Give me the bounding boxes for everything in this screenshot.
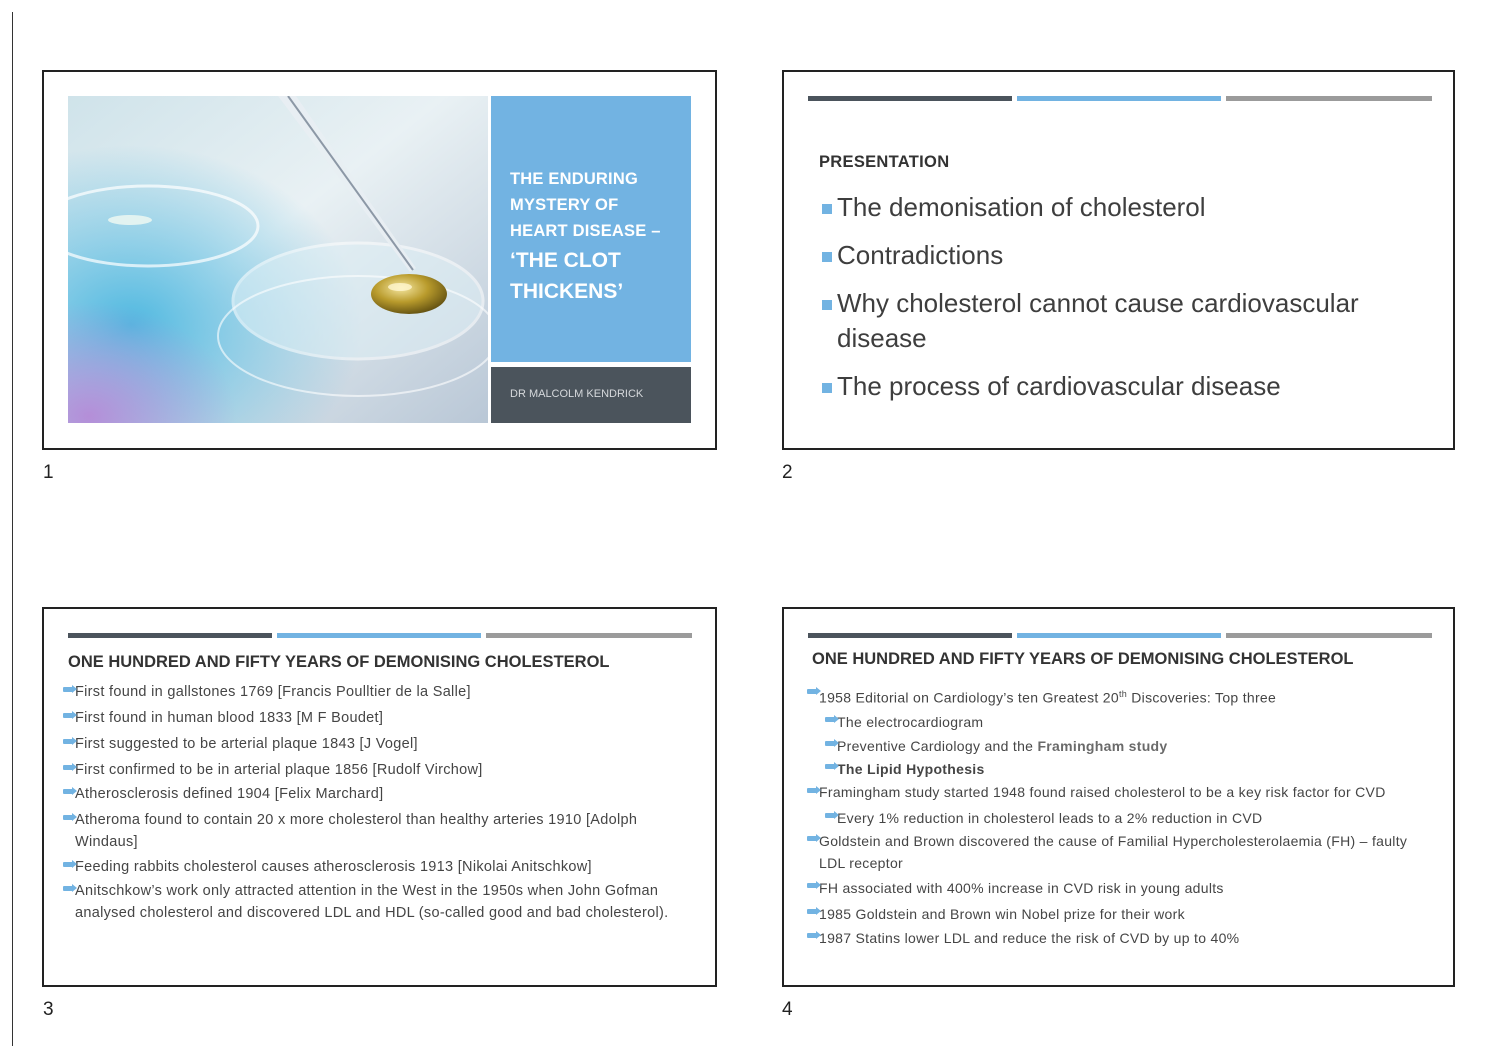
list-item (63, 681, 693, 703)
bullet-text: First confirmed to be in arterial plaque 1856 [Rudolf Virchow] (75, 762, 483, 778)
list-item (807, 782, 1417, 803)
slide-3-thumbnail[interactable] (42, 607, 717, 987)
bullet-list (63, 681, 693, 924)
arrow-bullet-icon (63, 886, 73, 891)
slide-heading: PRESENTATION (819, 153, 950, 171)
bullet-text: FH associated with 400% increase in CVD risk in young adults (819, 879, 1224, 896)
sub-list-item (825, 807, 1417, 829)
bullet-text: Anitschkow’s work only attracted attention in the West in the 1950s when John Gofman analysed cholesterol and discovered LDL and HDL (so-called good and bad cholesterol). (75, 883, 669, 921)
accent-bar-blue (277, 633, 481, 638)
arrow-bullet-icon (63, 687, 73, 692)
slide-number: 2 (782, 462, 793, 483)
title-line-large: ‘THE CLOT (510, 249, 621, 272)
slide-2-thumbnail[interactable] (782, 70, 1455, 450)
list-item (63, 856, 693, 878)
bullet-text: The process of cardiovascular disease (837, 371, 1281, 401)
title-panel (491, 96, 691, 362)
list-item (807, 830, 1417, 874)
arrow-bullet-icon (63, 789, 73, 794)
bullet-text: Framingham study started 1948 found raised cholesterol to be a key risk factor for CVD (819, 783, 1386, 800)
list-item (63, 707, 693, 729)
bullet-text: The electrocardiogram (837, 713, 984, 730)
list-item (63, 880, 693, 924)
superscript: th (1118, 689, 1128, 699)
accent-bar-blue (1017, 96, 1221, 101)
list-item (819, 286, 1419, 356)
bullet-text: Atherosclerosis defined 1904 [Felix Marchard] (75, 786, 384, 802)
bullet-text: The Lipid Hypothesis (837, 760, 985, 777)
list-item (819, 369, 1419, 404)
accent-bar-grey (1226, 633, 1432, 638)
arrow-bullet-icon (63, 739, 73, 744)
bullet-text: Goldstein and Brown discovered the cause of Familial Hypercholesterolaemia (FH) – faulty LDL receptor (819, 832, 1408, 871)
arrow-bullet-icon (63, 862, 73, 867)
list-item (819, 190, 1419, 225)
accent-bar-grey (486, 633, 692, 638)
accent-bar-grey (1226, 96, 1432, 101)
accent-bar-dark (808, 96, 1012, 101)
bullet-text: Feeding rabbits cholesterol causes atherosclerosis 1913 [Nikolai Anitschkow] (75, 859, 592, 875)
slide-heading: ONE HUNDRED AND FIFTY YEARS OF DEMONISING CHOLESTEROL (812, 650, 1354, 668)
bullet-text: Every 1% reduction in cholesterol leads to a 2% reduction in CVD (837, 809, 1263, 826)
list-item (63, 759, 693, 781)
list-item (807, 683, 1417, 709)
slide-1-thumbnail[interactable] (42, 70, 717, 450)
accent-bars (68, 633, 692, 638)
accent-bars (808, 96, 1432, 101)
arrow-bullet-icon (807, 689, 817, 694)
title-line: HEART DISEASE – (510, 222, 661, 240)
list-item (63, 809, 693, 853)
bullet-text: Why cholesterol cannot cause cardiovascular disease (837, 288, 1359, 353)
accent-bar-blue (1017, 633, 1221, 638)
arrow-bullet-icon (825, 813, 835, 818)
arrow-bullet-icon (63, 815, 73, 820)
bullet-text-bold: Framingham study (1037, 737, 1168, 754)
bullet-text: Preventive Cardiology and the (837, 737, 1038, 754)
arrow-bullet-icon (807, 883, 817, 888)
title-line: THE ENDURING (510, 170, 638, 188)
arrow-bullet-icon (825, 717, 835, 722)
arrow-bullet-icon (807, 788, 817, 793)
arrow-bullet-icon (63, 713, 73, 718)
sub-list-item (825, 735, 1417, 757)
bullet-text: Atheroma found to contain 20 x more cholesterol than healthy arteries 1910 [Adolph Windaus] (75, 812, 638, 850)
arrow-bullet-icon (825, 764, 835, 769)
list-item (819, 238, 1419, 273)
square-bullet-icon (822, 252, 832, 262)
bullet-text: First found in human blood 1833 [M F Boudet] (75, 710, 384, 726)
square-bullet-icon (822, 383, 832, 393)
bullet-list (819, 190, 1419, 417)
slide-heading: ONE HUNDRED AND FIFTY YEARS OF DEMONISING CHOLESTEROL (68, 653, 610, 671)
arrow-bullet-icon (63, 765, 73, 770)
slide-number: 4 (782, 999, 793, 1020)
sub-list-item (825, 711, 1417, 733)
bullet-text: First found in gallstones 1769 [Francis Poulltier de la Salle] (75, 684, 471, 700)
lab-pipette-photo (68, 96, 488, 423)
bullet-text: The demonisation of cholesterol (837, 192, 1206, 222)
slide-number: 3 (43, 999, 54, 1020)
square-bullet-icon (822, 300, 832, 310)
arrow-bullet-icon (825, 741, 835, 746)
square-bullet-icon (822, 204, 832, 214)
arrow-bullet-icon (807, 836, 817, 841)
title-line: MYSTERY OF (510, 196, 619, 214)
arrow-bullet-icon (807, 909, 817, 914)
bullet-text: 1958 Editorial on Cardiology’s ten Greatest 20 (819, 689, 1119, 706)
bullet-text: Contradictions (837, 240, 1004, 270)
author-name: DR MALCOLM KENDRICK (510, 388, 644, 400)
accent-bars (808, 633, 1432, 638)
list-item (63, 783, 693, 805)
arrow-bullet-icon (807, 933, 817, 938)
bullet-text: Discoveries: Top three (1127, 689, 1277, 706)
bullet-text: 1987 Statins lower LDL and reduce the risk of CVD by up to 40% (819, 929, 1240, 946)
author-panel (491, 367, 691, 423)
presentation-title (510, 166, 680, 306)
slide-number: 1 (43, 462, 54, 483)
accent-bar-dark (68, 633, 272, 638)
page-margin-line (12, 12, 13, 1046)
accent-bar-dark (808, 633, 1012, 638)
list-item (807, 927, 1417, 949)
list-item (63, 733, 693, 755)
bullet-text: First suggested to be arterial plaque 1843 [J Vogel] (75, 736, 418, 752)
bullet-text: 1985 Goldstein and Brown win Nobel prize for their work (819, 905, 1185, 922)
list-item (807, 903, 1417, 925)
sub-list-item (825, 758, 1417, 780)
title-line-large: THICKENS’ (510, 280, 624, 303)
slide-4-thumbnail[interactable] (782, 607, 1455, 987)
bullet-list (807, 683, 1417, 949)
list-item (807, 877, 1417, 899)
